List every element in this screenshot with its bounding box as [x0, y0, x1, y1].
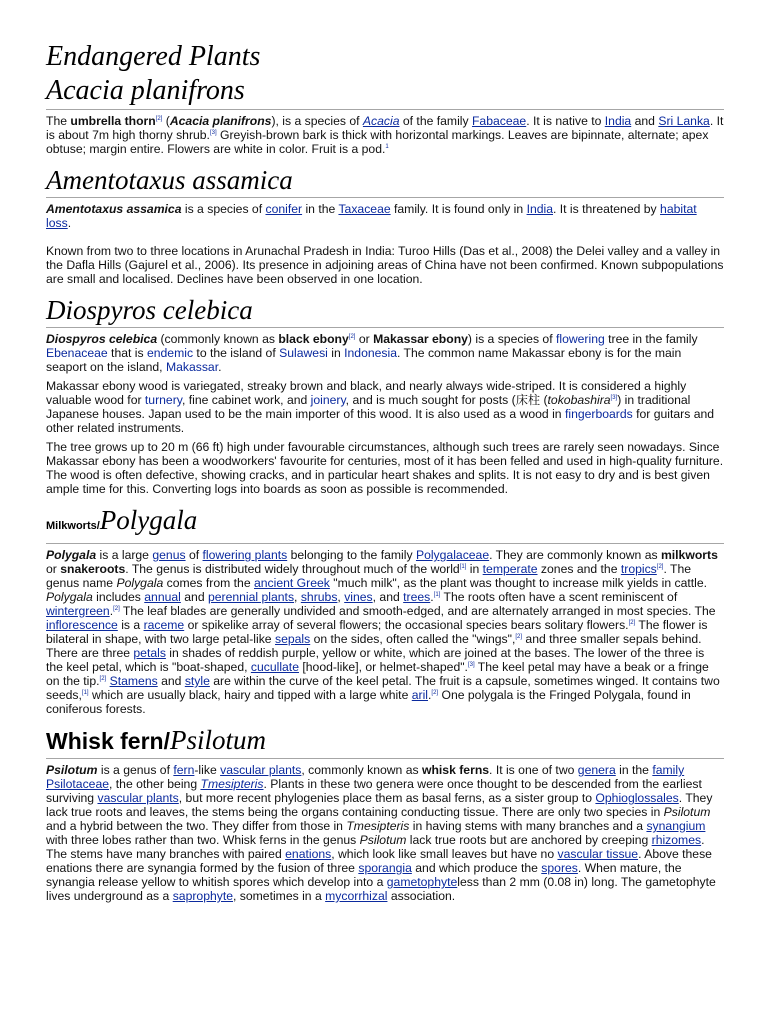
text: . The stems have many branches with paired — [46, 833, 705, 861]
scientific-name: Amentotaxus assamica — [46, 202, 182, 216]
text: One polygala is the Fringed Polygala, found in coniferous forests. — [46, 688, 691, 716]
text: and — [157, 674, 185, 688]
link-petals[interactable]: petals — [133, 646, 166, 660]
citation[interactable]: [2] — [656, 563, 664, 570]
link-vines[interactable]: vines — [344, 590, 373, 604]
link-sepals[interactable]: sepals — [274, 632, 311, 646]
link-mycorrhizal[interactable]: mycorrhizal — [325, 889, 388, 903]
text: belonging to the family — [287, 548, 416, 562]
text: family. It is found only in — [390, 202, 527, 216]
link-style[interactable]: style — [184, 674, 210, 688]
text: less than 2 mm (0.08 in) long. The gametophyte lives underground as a — [46, 875, 716, 903]
link-saprophyte[interactable]: saprophyte — [172, 889, 234, 903]
text: and — [180, 590, 208, 604]
text: or — [355, 332, 374, 346]
psilotum-paragraph — [46, 763, 724, 903]
bold-term: milkworts — [660, 548, 718, 562]
text: (commonly known as — [157, 332, 279, 346]
citation[interactable]: 1 — [385, 143, 389, 150]
link-fabaceae[interactable]: Fabaceae — [471, 114, 527, 128]
italic-term: Psilotum — [359, 833, 407, 847]
text: of the family — [399, 114, 472, 128]
citation[interactable]: [3] — [467, 661, 475, 668]
link-sulawesi[interactable]: Sulawesi — [279, 346, 328, 360]
text: in the — [302, 202, 339, 216]
text: . It is one of two — [489, 763, 578, 777]
amento-paragraph-2: Known from two to three locations in Arunachal Pradesh in India: Turoo Hills (Das et al., 2008) the Delei valley and a valley in the Dafla Hills (Gajurel et al., 2006). Its presence in adjoining areas of China have not been confirmed. Known subpopulations are small and localised. Declines have been observed in one location. — [46, 244, 724, 286]
link-aril[interactable]: aril — [411, 688, 429, 702]
citation[interactable]: [1] — [433, 591, 441, 598]
text: includes — [92, 590, 145, 604]
text: ), is a species of — [271, 114, 363, 128]
text: [hood-like], or helmet-shaped". — [298, 660, 468, 674]
text: The roots often have a scent reminiscent of — [440, 590, 678, 604]
amento-heading: Amentotaxus assamica — [46, 165, 293, 195]
amento-heading-block — [46, 164, 724, 198]
diospyros-paragraph-1 — [46, 332, 724, 374]
italic-term: Tmesipteris — [346, 819, 410, 833]
text: The flower is bilateral in shape, with two large petal-like — [46, 618, 708, 646]
text: is a — [117, 618, 144, 632]
link-ebenaceae[interactable]: Ebenaceae — [46, 346, 108, 360]
text: , fine cabinet work, and — [181, 393, 311, 407]
italic-term: Polygala — [116, 576, 164, 590]
text: and which produce the — [411, 861, 542, 875]
text: The — [46, 114, 71, 128]
link-genera[interactable]: genera — [577, 763, 616, 777]
bold-term: whisk ferns — [421, 763, 490, 777]
link-vascular-tissue[interactable]: vascular tissue — [557, 847, 639, 861]
text: in — [327, 346, 345, 360]
text: , and is much sought for posts (床柱 ( — [345, 393, 548, 407]
psilotum-heading — [46, 724, 724, 757]
text: . Above these enations there are synangia formed by the fusion of three — [46, 847, 712, 875]
text: , the other being — [109, 777, 201, 791]
text: , but more recent phylogenies place them as basal ferns, as a sister group to — [178, 791, 596, 805]
link-trees[interactable]: trees — [403, 590, 431, 604]
italic-term: Psilotum — [663, 805, 711, 819]
text: . — [218, 360, 222, 374]
text: and a hybrid between the two. They differ from those in — [46, 819, 347, 833]
link-ancient-greek[interactable]: ancient Greek — [254, 576, 330, 590]
citation[interactable]: [2] — [113, 605, 120, 612]
link-synangium[interactable]: synangium — [646, 819, 706, 833]
text: or spikelike array of several flowers; the occasional species bears solitary flowers. — [184, 618, 629, 632]
link-tropics[interactable]: tropics — [620, 562, 657, 576]
text: , and — [372, 590, 404, 604]
text: is a large — [96, 548, 153, 562]
text: in the — [615, 763, 653, 777]
diospyros-heading: Diospyros celebica — [46, 295, 253, 325]
text: ( — [162, 114, 170, 128]
text: , which look like small leaves but have no — [331, 847, 558, 861]
text: ) in traditional Japanese houses. Japan used to be the main importer of this wood. It is also used as a wood in — [46, 393, 691, 421]
bold-term: umbrella thorn — [70, 114, 156, 128]
acacia-heading: Acacia planifrons — [46, 75, 245, 106]
link-spores[interactable]: spores — [541, 861, 578, 875]
link-family[interactable]: family — [652, 763, 685, 777]
text: which are usually black, hairy and tipped with a large white — [88, 688, 412, 702]
citation[interactable]: [2] — [348, 333, 356, 340]
polygala-paragraph: Polygala is a large genus of flowering plants belonging to the family Polygalaceae. They are commonly known as milkworts or snakeroots. The genus is distributed widely throughout much of the world[1] in temperate zones and the tropics[2]. The genus name Polygala comes from the ancient Greek "much milk", as the plant was thought to increase milk yields in cattle. Polygala includes annual and perennial plants, shrubs, vines, and trees.[1] The roots often have a scent reminiscent of wintergreen.[2] The leaf blades are generally undivided and smooth-edged, and are alternately arranged in most species. The inflorescence is a raceme or spikelike array of several flowers; the occasional species bears solitary flowers.[2] The flower is bilateral in shape, with two large petal-like sepals on the sides, often called the "wings",[2] and three smaller sepals behind. There are three petals in shades of reddish purple, yellow or white, which are joined at the bases. The lower of the three is the keel petal, which is "boat-shaped, cucullate [hood-like], or helmet-shaped".[3] The keel petal may have a beak or a fringe on the tip.[2] Stamens and style are within the curve of the keel petal. The fruit is a capsule, sometimes winged. It contains two seeds,[1] which are usually black, hairy and tipped with a large white aril.[2] One polygala is the Fringed Polygala, found in coniferous forests. — [46, 548, 720, 716]
text: . Plants in these two genera were once thought to be descended from the earliest surviving — [46, 777, 702, 805]
text: . — [67, 216, 72, 230]
link-perennial-plants[interactable]: perennial plants — [207, 590, 295, 604]
text: or — [46, 562, 61, 576]
diospyros-paragraph-2 — [46, 379, 724, 435]
link-stamens[interactable]: Stamens — [109, 674, 158, 688]
italic-term: tokobashira — [547, 393, 611, 407]
text: . When mature, the synangia release yellow to whitish spores which develop into a — [46, 861, 682, 889]
scientific-name: Acacia planifrons — [169, 114, 272, 128]
text: is a species of — [181, 202, 266, 216]
link-acacia[interactable]: Acacia — [362, 114, 400, 128]
text: for guitars and other related instruments. — [46, 407, 715, 435]
acacia-paragraph — [46, 114, 724, 156]
text: is a genus of — [97, 763, 174, 777]
text: . It is native to — [526, 114, 605, 128]
citation[interactable]: [2] — [155, 115, 163, 122]
link-polygalaceae[interactable]: Polygalaceae — [415, 548, 490, 562]
link-joinery[interactable]: joinery — [310, 393, 346, 407]
scientific-name: Polygala — [46, 548, 97, 562]
page-title: Endangered Plants — [46, 41, 261, 72]
text: that is — [107, 346, 147, 360]
link-taxaceae[interactable]: Taxaceae — [338, 202, 391, 216]
citation[interactable]: [2] — [99, 675, 107, 682]
text: , — [294, 590, 301, 604]
link-india[interactable]: India — [604, 114, 632, 128]
link-sporangia[interactable]: sporangia — [358, 861, 412, 875]
bold-term: snakeroots — [60, 562, 126, 576]
text: . It is about 7m high thorny shrub. — [46, 114, 724, 142]
link-shrubs[interactable]: shrubs — [300, 590, 338, 604]
diospyros-heading-block — [46, 294, 724, 328]
italic-term: Polygala — [46, 590, 93, 604]
link-rhizomes[interactable]: rhizomes — [651, 833, 702, 847]
citation[interactable]: [3] — [209, 129, 217, 136]
psilotum-heading-prefix: Whisk fern/ — [46, 728, 170, 754]
text: on the sides, often called the "wings", — [310, 632, 516, 646]
link-genus[interactable]: genus — [152, 548, 186, 562]
link-makassar[interactable]: Makassar — [165, 360, 219, 374]
text: , — [337, 590, 345, 604]
citation[interactable]: [1] — [81, 689, 89, 696]
text: . They lack true roots and leaves, the stems being the organs containing conducting tissue. There are only two species in — [46, 791, 713, 819]
text: comes from the — [163, 576, 254, 590]
psilotum-heading-block — [46, 724, 724, 759]
text: , sometimes in a — [233, 889, 326, 903]
link-fingerboards[interactable]: fingerboards — [564, 407, 633, 421]
text: to the island of — [193, 346, 280, 360]
link-flowering-plants[interactable]: flowering plants — [202, 548, 288, 562]
link-india[interactable]: India — [526, 202, 553, 216]
link-indonesia[interactable]: Indonesia — [344, 346, 397, 360]
link-fern[interactable]: fern — [173, 763, 195, 777]
link-sri-lanka[interactable]: Sri Lanka — [658, 114, 710, 128]
scientific-name: Diospyros celebica — [46, 332, 158, 346]
diospyros-paragraph-3: The tree grows up to 20 m (66 ft) high under favourable circumstances, although such trees are rarely seen nowadays. Since Makassar ebony has been a woodworkers' favourite for centuries, most of it has been felled and used in high-quality furniture. The wood is often defective, showing cracks, and in particular heart shakes and splits. It is not easy to dry and is best given ample time for this. Converting logs into boards as soon as possible is recommended. — [46, 440, 724, 496]
text: zones and the — [537, 562, 621, 576]
link-cucullate[interactable]: cucullate — [250, 660, 299, 674]
text: in shades of reddish purple, yellow or white, which are joined at the bases. The lower of the three is the keel petal, which is "boat-shaped, — [46, 646, 705, 674]
text: ) is a species of — [467, 332, 556, 346]
link-ophioglossales[interactable]: Ophioglossales — [595, 791, 679, 805]
link-habitat-loss[interactable]: habitat loss — [46, 202, 697, 230]
text: The leaf blades are generally undivided and smooth-edged, and are alternately arranged in most species. The — [119, 604, 716, 618]
bold-term: Makassar ebony — [373, 332, 468, 346]
text: . They are commonly known as — [489, 548, 661, 562]
text: lack true roots but are anchored by creeping — [406, 833, 652, 847]
polygala-heading-prefix: Milkworts/ — [46, 520, 100, 532]
citation[interactable]: [2] — [628, 619, 636, 626]
link-psilotaceae[interactable]: Psilotaceae — [46, 777, 110, 791]
text: -like — [194, 763, 221, 777]
citation[interactable]: [3] — [610, 394, 618, 401]
link-turnery[interactable]: turnery — [144, 393, 182, 407]
polygala-heading-text: Polygala — [99, 505, 198, 535]
link-flowering[interactable]: flowering — [555, 332, 605, 346]
text: The keel petal may have a beak or a fringe on the tip. — [46, 660, 709, 688]
polygala-heading — [46, 504, 724, 542]
citation[interactable]: [2] — [431, 689, 439, 696]
text: association. — [387, 889, 456, 903]
link-tmesipteris[interactable]: Tmesipteris — [200, 777, 264, 791]
text: . It is threatened by — [553, 202, 661, 216]
link-raceme[interactable]: raceme — [143, 618, 185, 632]
text: are within the curve of the keel petal. The fruit is a capsule, sometimes winged. It contains two seeds, — [46, 674, 720, 702]
acacia-heading-block — [46, 74, 724, 110]
text: tree in the family — [604, 332, 698, 346]
psilotum-heading-text: Psilotum — [169, 725, 266, 755]
citation[interactable]: [1] — [459, 563, 467, 570]
bold-term: black ebony — [278, 332, 349, 346]
link-vascular-plants[interactable]: vascular plants — [220, 763, 302, 777]
text: . The common name Makassar ebony is for the main seaport on the island, — [46, 346, 682, 374]
link-enations[interactable]: enations — [285, 847, 332, 861]
citation[interactable]: [2] — [515, 633, 523, 640]
text: "much milk", as the plant was thought to increase milk yields in cattle. — [329, 576, 708, 590]
link-wintergreen[interactable]: wintergreen — [46, 604, 110, 618]
text: with three lobes rather than two. Whisk ferns in the genus — [46, 833, 360, 847]
document-page — [46, 40, 724, 903]
text: and three smaller sepals behind. There are three — [46, 632, 702, 660]
text: in having stems with many branches and a — [409, 819, 647, 833]
text: . The genus is distributed widely throughout much of the world — [125, 562, 460, 576]
link-gametophyte[interactable]: gametophyte — [386, 875, 458, 889]
text: Greyish-brown bark is thick with horizontal markings. Leaves are bipinnate, alternate; apex obtuse; margin entire. Flowers are white in color. Fruit is a pod. — [46, 128, 709, 156]
scientific-name: Psilotum — [46, 763, 98, 777]
link-conifer[interactable]: conifer — [265, 202, 303, 216]
amento-paragraph-1 — [46, 202, 724, 230]
text: , commonly known as — [301, 763, 422, 777]
text: Makassar ebony wood is variegated, streaky brown and black, and nearly always wide-striped. It is considered a highly valuable wood for — [46, 379, 687, 407]
text: and — [631, 114, 659, 128]
text: . The genus name — [46, 562, 692, 590]
link-annual[interactable]: annual — [144, 590, 181, 604]
text: of — [185, 548, 203, 562]
link-endemic[interactable]: endemic — [146, 346, 194, 360]
text: in — [466, 562, 483, 576]
link-vascular-plants[interactable]: vascular plants — [97, 791, 179, 805]
polygala-heading-block — [46, 504, 724, 544]
link-temperate[interactable]: temperate — [482, 562, 538, 576]
link-inflorescence[interactable]: inflorescence — [46, 618, 118, 632]
